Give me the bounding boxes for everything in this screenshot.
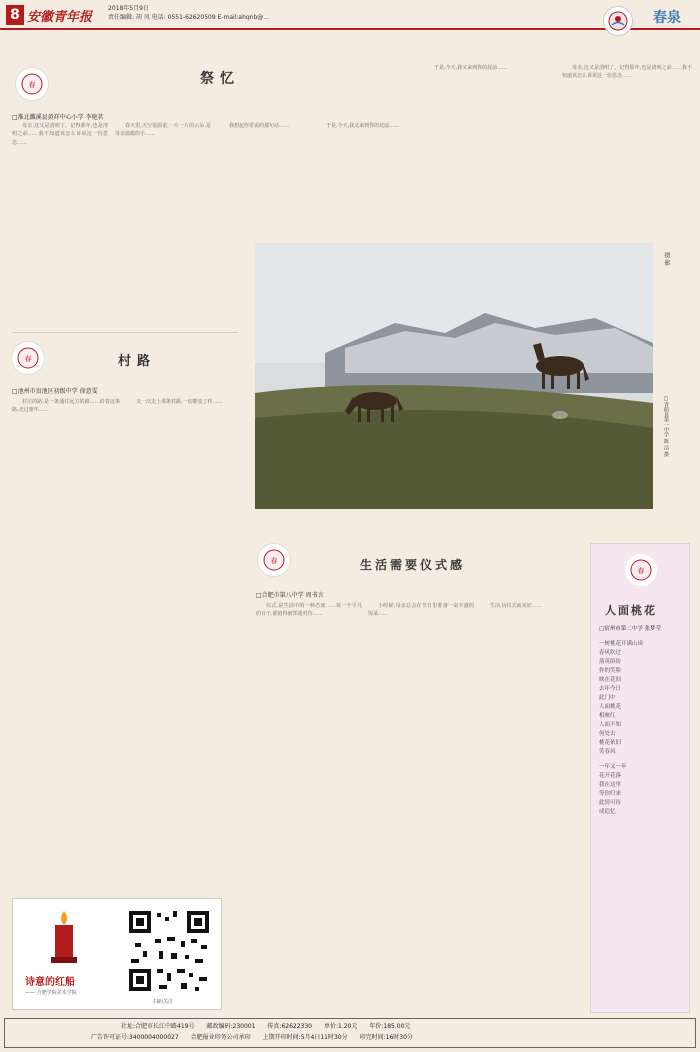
poem-line: 春风吹过 (599, 650, 622, 656)
article-author-yishigan: □合肥市第八中学 周书言 (256, 592, 324, 599)
article-body-jiyi-col1: 母亲,这又是清明了。记得那年,也是清明之前……我不知道该怎么诉说这一份思念…… (12, 123, 108, 146)
header-meta (108, 4, 269, 22)
footer-postcode: 邮政编码:230001 (206, 1023, 256, 1030)
article-title-jiyi: 祭忆 (200, 71, 240, 87)
article-emblem-icon (258, 544, 290, 576)
poem-line: 一年又一年 (599, 764, 627, 770)
article-body-jiyi-col4: 于是,今天,我又来到你的坟前…… (326, 123, 400, 129)
page-number: 8 (6, 5, 24, 25)
svg-text:春: 春 (24, 355, 32, 363)
poem-line: 人面不知 (599, 722, 622, 728)
poem-line: 你的笑脸 (599, 668, 622, 674)
ad-title: 诗意的红船 (25, 977, 75, 988)
divider (12, 332, 238, 333)
photo-caption: □青阳县第一中学 陈 洁 摄 (663, 396, 669, 457)
article-body-jiyi-col6: 母亲,这又是清明了。记得那年,也是清明之前……我不知道该怎么诉说这一份思念…… (562, 65, 692, 80)
section-name: 春泉 (653, 10, 681, 26)
footer-annual-price: 年价:185.00元 (369, 1023, 411, 1030)
poem-line: 人面桃花 (599, 704, 622, 710)
article-emblem-icon (16, 68, 48, 100)
article-emblem-icon (12, 342, 44, 374)
footer-fax: 传真:62622330 (267, 1023, 312, 1030)
article-body-yishigan-col1: 仪式,是生活中的一种态度……每一个平凡的日子,都值得被郑重对待…… (256, 603, 362, 618)
article-body-jiyi-col3: 我想起你常说的那句话…… (229, 123, 290, 129)
article-title-renmian: 人面桃花 (605, 604, 657, 617)
svg-text:春: 春 (28, 81, 36, 89)
article-author-renmian: □宿州市第二中学 张梦莹 (599, 626, 661, 632)
photo-credit: 摄 影 (663, 252, 670, 266)
ad-artwork (21, 907, 113, 1003)
footer-license: 广告许可证号:3400004000027 (91, 1034, 179, 1041)
poem-emblem-icon (625, 554, 657, 586)
footer-address: 社址:合肥市长江中路419号 (121, 1023, 195, 1030)
advertisement[interactable] (12, 898, 222, 1010)
poem-line: 我在这里 (599, 782, 622, 788)
footer-print-start: 上期开印时间:5月4日11时30分 (262, 1034, 348, 1041)
poem-line: 落英缤纷 (599, 659, 622, 665)
paper-name: 安徽青年报 (27, 10, 93, 25)
ad-subtitle: —— 合肥学院美术学院 (25, 990, 77, 996)
horse-landscape-photo (255, 243, 653, 509)
poem-line: 映在花间 (599, 677, 622, 683)
masthead (0, 0, 700, 30)
poem-line: 笑春风 (599, 749, 616, 755)
poem-line: 成追忆 (599, 809, 616, 815)
footer-price: 单价:1.20元 (323, 1023, 358, 1030)
chunquan-emblem-icon (603, 6, 633, 36)
poem-line: 相映红 (599, 713, 616, 719)
article-body-cunlu-col2: 又一次走上那条村路,一切都变了样…… (136, 399, 223, 405)
poem-line: 此门中 (599, 695, 616, 701)
date-line: 2018年5月9日 (108, 5, 149, 12)
article-body-yishigan-col2: 小时候,母亲总会在节日里准备一桌丰盛的饭菜…… (368, 603, 474, 618)
article-body-yishigan-col3: 生活,因仪式而美好…… (490, 603, 542, 609)
article-body-jiyi-col2: 春天里,天空很温柔,一片一片的云朵,是母亲温暖的手…… (115, 123, 211, 138)
svg-text:春: 春 (637, 567, 645, 575)
article-author-cunlu: □池州市贵池区初级中学 徐意雯 (12, 388, 98, 395)
poem-line: 一树桃花开满山岗 (599, 641, 644, 647)
footer-imprint (4, 1018, 696, 1048)
article-author-jiyi: □淮北濉溪县黄祥中心小学 李艳茗 (12, 114, 104, 121)
poem-line: 此情可待 (599, 800, 622, 806)
poem-line: 去年今日 (599, 686, 622, 692)
poem-line: 桃花依旧 (599, 740, 622, 746)
poem-sidebar (590, 543, 690, 1013)
article-body-cunlu-col1: 村庄的路,是一条通往远方的路……沿着这条路,走过童年…… (12, 399, 120, 414)
article-title-cunlu: 村路 (118, 354, 157, 369)
article-body-jiyi-col5: 于是,今天,我又来到你的坟前…… (434, 65, 508, 71)
editor-line: 责任编辑: 胡 风 电话: 0551-62620509 E-mail:ahqnb@... (108, 14, 270, 21)
footer-row (5, 1032, 695, 1043)
poem-line: 等你归来 (599, 791, 622, 797)
svg-text:春: 春 (270, 557, 278, 565)
poem-line: 花开花落 (599, 773, 622, 779)
poem-line: 何处去 (599, 731, 616, 737)
poem-body (599, 640, 685, 817)
footer-row (5, 1021, 695, 1032)
qr-caption: 扫码关注 (153, 999, 174, 1005)
article-title-yishigan: 生活需要仪式感 (360, 558, 466, 572)
footer-print-end: 印完时间:16时30分 (359, 1034, 413, 1041)
footer-printer: 合肥报业印务公司承印 (190, 1034, 251, 1041)
qr-code-icon[interactable] (125, 907, 213, 995)
